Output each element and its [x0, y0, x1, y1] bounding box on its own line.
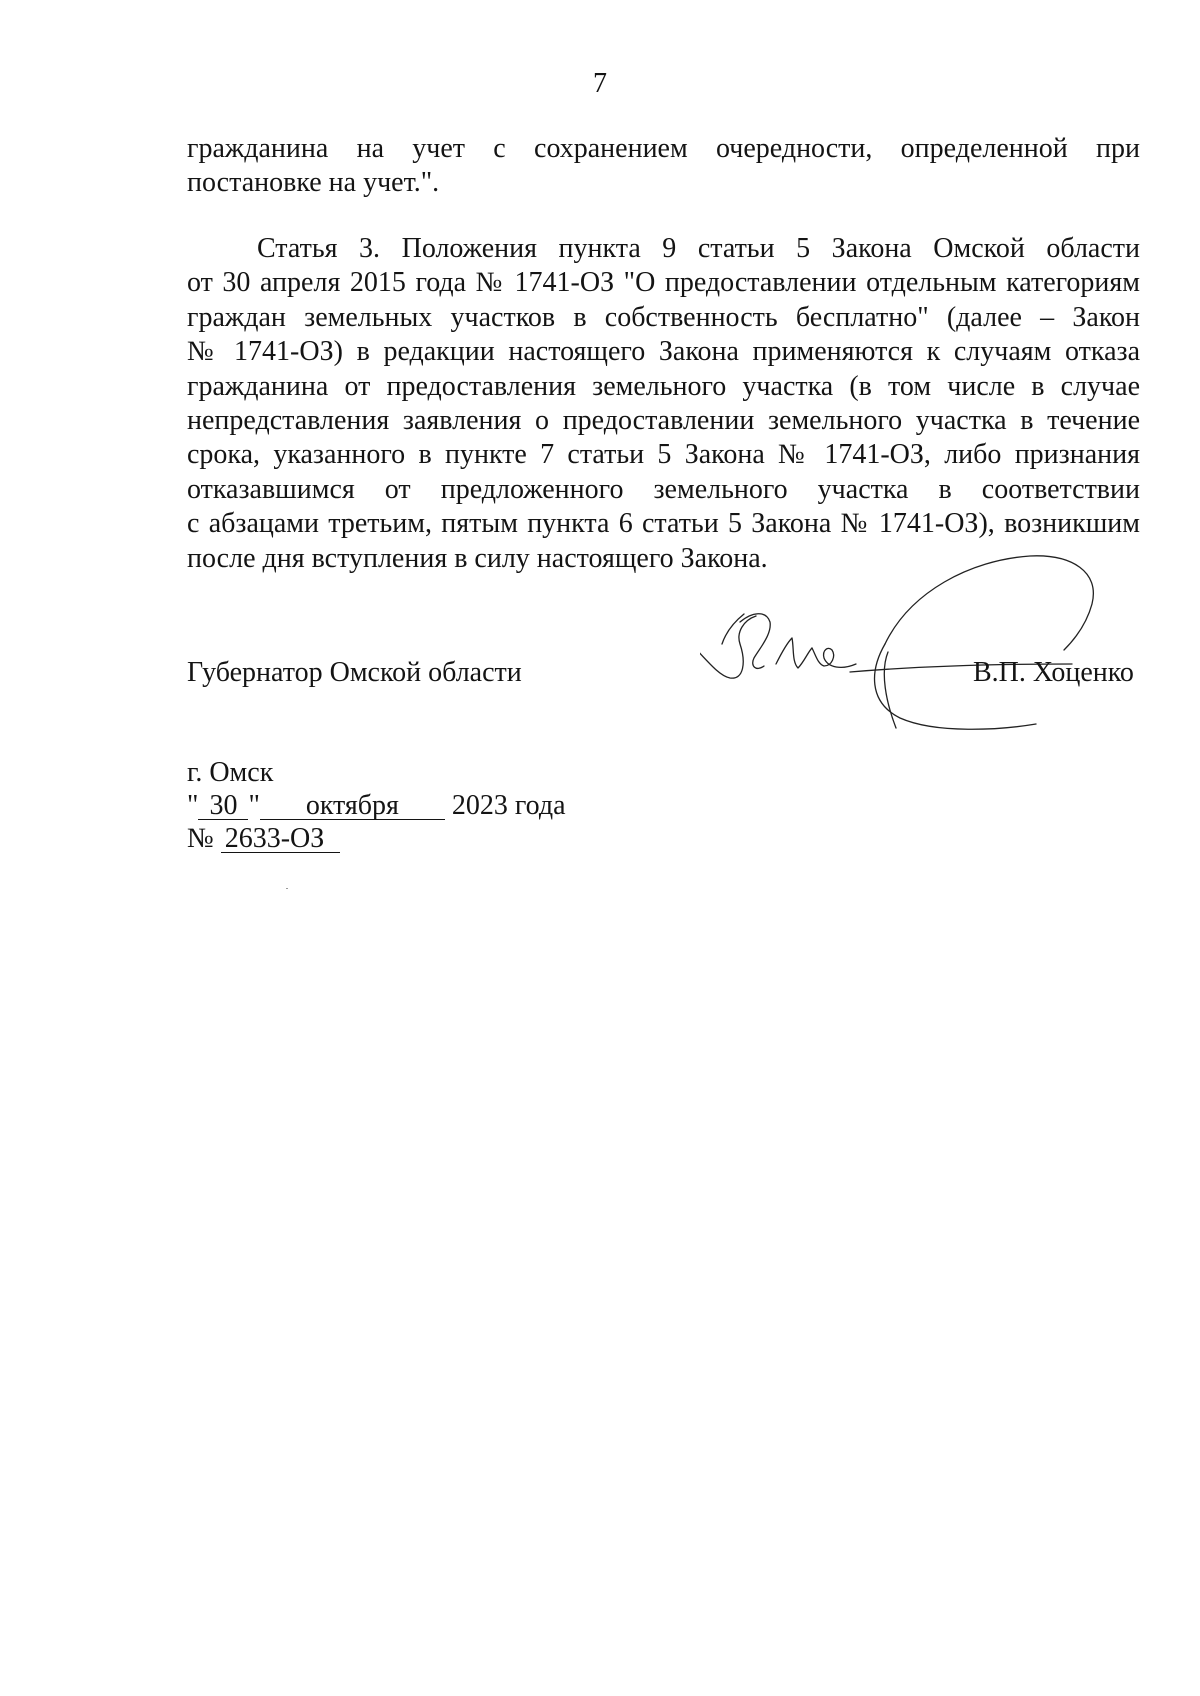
paragraph-line: с абзацами третьим, пятым пункта 6 статьи 5 Закона № 1741-ОЗ), возникшим [187, 508, 1140, 540]
paragraph-line: срока, указанного в пункте 7 статьи 5 Закона № 1741-ОЗ, либо признания [187, 439, 1140, 471]
page-number: 7 [593, 68, 607, 99]
number-sign: № [187, 823, 214, 854]
paragraph-line: № 1741-ОЗ) в редакции настоящего Закона применяются к случаям отказа [187, 336, 1140, 368]
paragraph-line: отказавшимся от предложенного земельного участка в соответствии [187, 473, 1140, 505]
paragraph-line: Статья 3. Положения пункта 9 статьи 5 Закона Омской области [257, 233, 1140, 264]
law-number-line [187, 822, 566, 855]
paragraph-continuation [187, 132, 1140, 201]
paragraph-line: граждан земельных участков в собственность бесплатно" (далее – Закон [187, 301, 1140, 333]
paragraph-line: после дня вступления в силу настоящего Закона. [187, 542, 768, 574]
paragraph-line: гражданина на учет с сохранением очередности, определенной при [187, 133, 1140, 164]
place-and-date-block [187, 756, 566, 855]
city: г. Омск [187, 757, 274, 788]
signatory-title: Губернатор Омской области [187, 657, 522, 688]
paragraph-line: постановке на учет.". [187, 167, 440, 199]
paragraph-line: гражданина от предоставления земельного участка (в том числе в случае [187, 370, 1140, 402]
paragraph-line: непредставления заявления о предоставлении земельного участка в течение [187, 404, 1140, 436]
paragraph-article-3 [187, 232, 1140, 576]
date-year: 2023 года [451, 790, 566, 821]
scan-speck [286, 888, 288, 889]
law-number: 2633-ОЗ [221, 825, 340, 853]
handwritten-signature [700, 552, 1120, 752]
signatory-name: В.П. Хоценко [973, 657, 1134, 688]
quote-close: " [248, 790, 260, 821]
date-month: октября [260, 792, 445, 820]
date-day: 30 [198, 792, 248, 820]
date-line [187, 789, 566, 822]
paragraph-line: от 30 апреля 2015 года № 1741-ОЗ "О предоставлении отдельным категориям [187, 267, 1140, 299]
quote-open: " [187, 790, 199, 821]
